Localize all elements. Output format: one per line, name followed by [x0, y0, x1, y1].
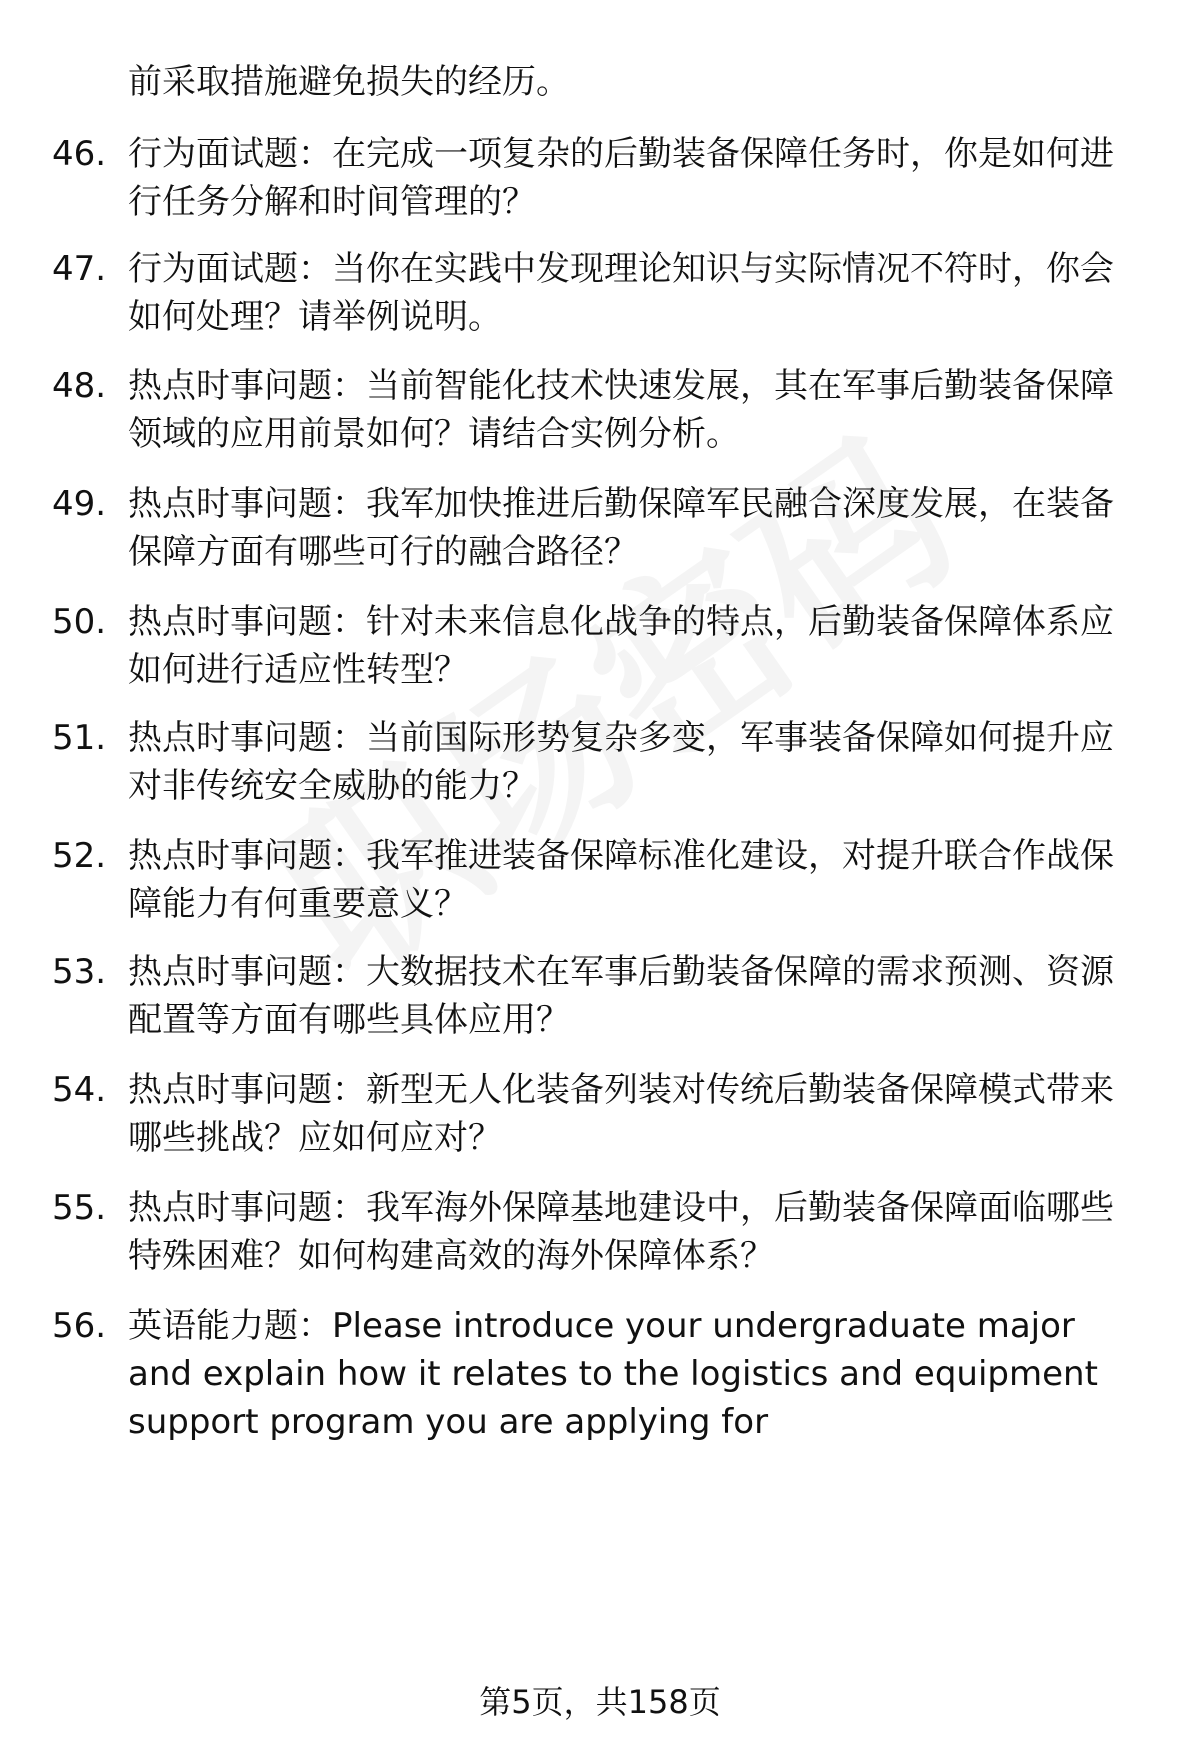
question-number: 46.	[52, 134, 107, 174]
question-text: 热点时事问题：针对未来信息化战争的特点，后勤装备保障体系应如何进行适应性转型？	[128, 602, 1114, 690]
question-item-46	[52, 130, 1142, 226]
question-number: 51.	[52, 718, 107, 758]
question-number: 47.	[52, 249, 107, 289]
question-item-51	[52, 714, 1142, 810]
question-item-54	[52, 1066, 1142, 1162]
question-item-52	[52, 832, 1142, 928]
question-text: 英语能力题：Please introduce your undergraduate major and explain how it relates to the logistics and equipment support program you are applying for	[128, 1306, 1098, 1442]
question-item-50	[52, 598, 1142, 694]
question-item-47	[52, 245, 1142, 341]
question-number: 53.	[52, 952, 107, 992]
question-text: 热点时事问题：当前国际形势复杂多变，军事装备保障如何提升应对非传统安全威胁的能力？	[128, 718, 1114, 806]
question-number: 52.	[52, 836, 107, 876]
question-text: 热点时事问题：我军加快推进后勤保障军民融合深度发展，在装备保障方面有哪些可行的融合路径？	[128, 484, 1114, 572]
question-item-55	[52, 1184, 1142, 1280]
question-item-48	[52, 362, 1142, 458]
question-item-49	[52, 480, 1142, 576]
question-text: 热点时事问题：大数据技术在军事后勤装备保障的需求预测、资源配置等方面有哪些具体应用？	[128, 952, 1114, 1040]
question-number: 56.	[52, 1306, 107, 1346]
question-text: 热点时事问题：我军推进装备保障标准化建设，对提升联合作战保障能力有何重要意义？	[128, 836, 1114, 924]
question-number: 50.	[52, 602, 107, 642]
page-footer: 第5页，共158页	[479, 1683, 721, 1721]
question-number: 49.	[52, 484, 107, 524]
continuation-text: 前采取措施避免损失的经历。	[128, 62, 570, 102]
question-text: 热点时事问题：新型无人化装备列装对传统后勤装备保障模式带来哪些挑战？应如何应对？	[128, 1070, 1114, 1158]
question-item-56	[52, 1302, 1142, 1446]
question-text: 行为面试题：当你在实践中发现理论知识与实际情况不符时，你会如何处理？请举例说明。	[128, 249, 1114, 337]
question-text: 热点时事问题：当前智能化技术快速发展，其在军事后勤装备保障领域的应用前景如何？请结合实例分析。	[128, 366, 1114, 454]
question-text: 行为面试题：在完成一项复杂的后勤装备保障任务时，你是如何进行任务分解和时间管理的？	[128, 134, 1114, 222]
question-item-53	[52, 948, 1142, 1044]
question-text: 热点时事问题：我军海外保障基地建设中，后勤装备保障面临哪些特殊困难？如何构建高效的海外保障体系？	[128, 1188, 1114, 1276]
question-number: 54.	[52, 1070, 107, 1110]
question-number: 48.	[52, 366, 107, 406]
question-number: 55.	[52, 1188, 107, 1228]
